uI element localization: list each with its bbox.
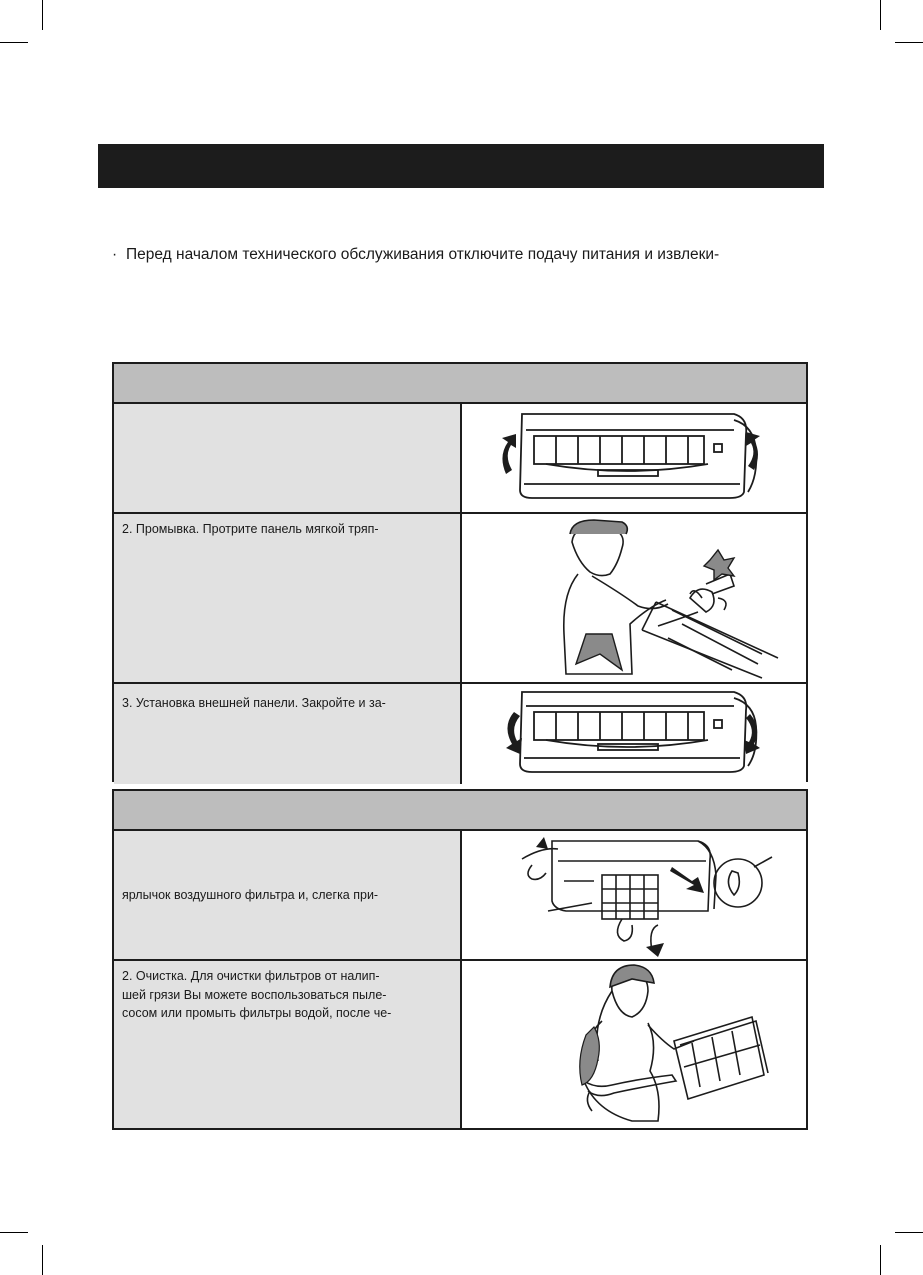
bullet-text: Перед началом технического обслуживания отключите подачу питания и извлеки-: [126, 246, 720, 263]
crop-mark: [880, 0, 881, 30]
filter-cleaning-table: [112, 789, 808, 1130]
step-text: сосом или промыть фильтры водой, после че-: [122, 1006, 392, 1020]
person-washing-panel-icon: [462, 514, 806, 682]
crop-mark: [42, 1245, 43, 1275]
step-text: 2. Промывка. Протрите панель мягкой тряп-: [122, 522, 379, 536]
step-text-cell: [114, 514, 462, 682]
page-header-bar: [98, 144, 824, 188]
step-text-cell: [114, 831, 462, 959]
table-row: [114, 684, 806, 784]
step-text: 3. Установка внешней панели. Закройте и за-: [122, 696, 386, 710]
crop-mark: [0, 42, 28, 43]
table-row: [114, 831, 806, 961]
ac-unit-panel-open-icon: [462, 404, 806, 512]
step-text-cell: [114, 404, 462, 512]
step-text: шей грязи Вы можете воспользоваться пыле-: [122, 987, 387, 1002]
crop-mark: [880, 1245, 881, 1275]
ac-filter-removal-icon: [462, 831, 806, 959]
crop-mark: [0, 1232, 28, 1233]
step-text-cell: [114, 961, 462, 1128]
filter-cleaning-header: [114, 791, 806, 831]
panel-cleaning-header: [114, 364, 806, 404]
bullet-dot: ·: [112, 246, 118, 263]
table-row: [114, 961, 806, 1128]
bullet-note: [112, 246, 719, 264]
table-row: [114, 514, 806, 684]
step-text: ярлычок воздушного фильтра и, слегка при-: [122, 888, 379, 902]
panel-cleaning-table: [112, 362, 808, 782]
person-vacuum-filter-icon: [462, 961, 806, 1128]
step-text-cell: [114, 684, 462, 784]
table-row: [114, 404, 806, 514]
ac-unit-panel-close-icon: [462, 684, 806, 784]
crop-mark: [895, 42, 923, 43]
crop-mark: [42, 0, 43, 30]
crop-mark: [895, 1232, 923, 1233]
step-text: 2. Очистка. Для очистки фильтров от налип-: [122, 969, 380, 983]
